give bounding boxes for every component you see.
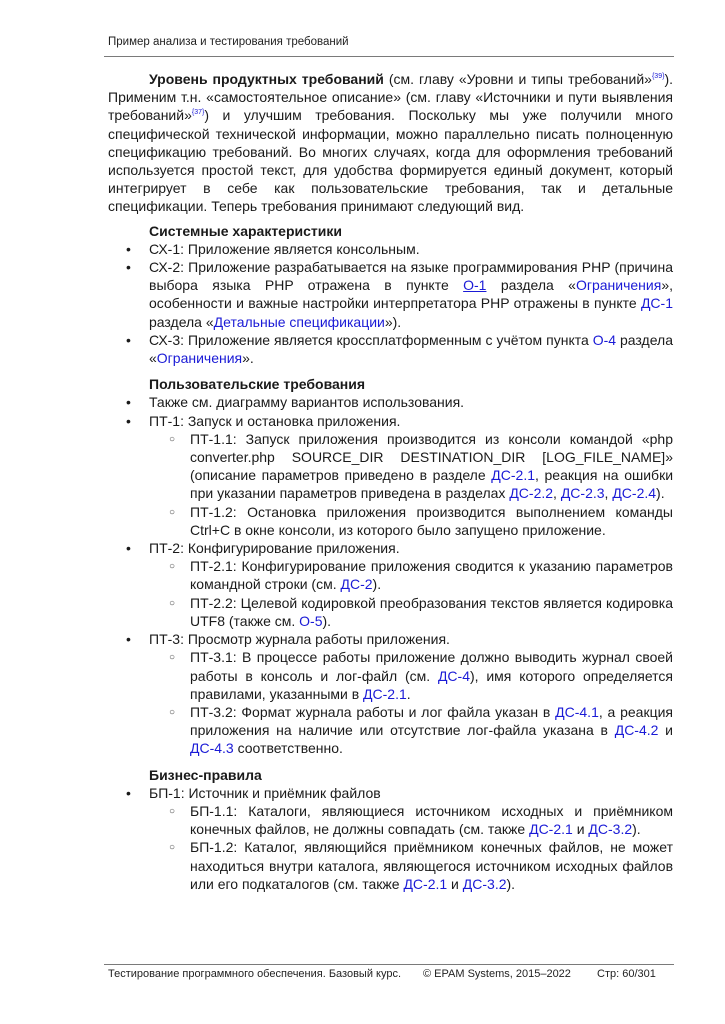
link-ds-2[interactable]: ДС-2	[340, 576, 373, 593]
item-text: .	[406, 685, 411, 702]
item-text: БП-1.2: Каталог, являющийся приёмником конечных файлов, не может находиться внутри каталога, являющегося источником исходных файлов или его подкаталогов (см. также	[190, 839, 673, 892]
footer-book-title: Тестирование программного обеспечения. Базовый курс.	[108, 968, 402, 980]
item-text: ПТ-3.1: В процессе работы приложение должно выводить журнал своей работы в консоль и лог-файл (см.	[190, 649, 673, 684]
link-o1[interactable]: О-1	[463, 277, 487, 294]
item-text: ).	[656, 485, 665, 502]
item-text: ).	[506, 875, 516, 892]
item-text: ).	[372, 576, 382, 593]
item-text: ПТ-1.2: Остановка приложения производится выполнением команды Ctrl+C в окне консоли, из которого было запущено приложение.	[190, 503, 673, 538]
list-item	[108, 393, 673, 411]
link-limitations[interactable]: Ограничения	[575, 277, 662, 294]
intro-text: (см. главу «Уровни и типы требований»	[383, 71, 652, 87]
intro-bold-term: Уровень продуктных требований	[149, 71, 384, 87]
list-item	[108, 258, 673, 331]
link-o4[interactable]: О-4	[592, 331, 617, 348]
intro-text: ) и улучшим требования. Поскольку мы уже получили много специфической технической информации, можно параллельно писать полноценную спецификацию требований. Во многих случаях, когда для оформления требований используется простой текст, для удобства формируется единый документ, который интегрирует в себе как пользовательские требования, так и детальные спецификации. Теперь требования принимают следующий вид.	[108, 107, 673, 215]
link-ds-2-1[interactable]: ДС-2.1	[363, 685, 407, 702]
item-text: , реакция на ошибки при указании параметров приведена в разделах	[190, 467, 674, 502]
link-ds-2-4[interactable]: ДС-2.4	[612, 485, 657, 502]
item-text: », особенности и важные настройки интерпретатора PHP отражены в пункте	[149, 277, 673, 312]
footnote-ref[interactable]: {39}	[651, 73, 665, 80]
footer-divider	[104, 964, 674, 965]
page-content	[108, 70, 673, 893]
sub-list	[149, 430, 673, 539]
link-ds-3-2[interactable]: ДС-3.2	[588, 821, 633, 838]
link-ds-2-3[interactable]: ДС-2.3	[560, 485, 605, 502]
section-heading-user: Пользовательские требования	[149, 376, 366, 393]
link-o5[interactable]: О-5	[299, 612, 323, 629]
list-item	[108, 331, 673, 367]
link-ds-4[interactable]: ДС-4	[437, 667, 470, 684]
item-text: раздела «	[149, 331, 673, 367]
link-ds-2-1[interactable]: ДС-2.1	[529, 821, 573, 838]
footer-copyright: © EPAM Systems, 2015–2022	[423, 968, 571, 980]
item-text: ПТ-2: Конфигурирование приложения.	[149, 540, 400, 557]
link-ds-2-2[interactable]: ДС-2.2	[509, 485, 554, 502]
system-list	[108, 240, 673, 367]
item-text: , а реакция приложения на наличие или отсутствие лог-файла указана в	[190, 703, 674, 739]
item-text: ПТ-3: Просмотр журнала работы приложения.	[149, 631, 450, 648]
item-text: ПТ-3.2: Формат журнала работы и лог файла указан в	[190, 703, 556, 720]
item-text: ).	[632, 821, 641, 838]
sub-list-item	[149, 838, 673, 893]
link-ds-2-1[interactable]: ДС-2.1	[491, 467, 535, 484]
header-divider	[104, 56, 674, 57]
sub-list	[149, 648, 673, 757]
item-text: раздела «	[149, 313, 214, 330]
item-text: БП-1: Источник и приёмник файлов	[149, 784, 381, 801]
intro-text: ). Применим т.н. «самостоятельное описание» (см. главу «Источники и пути выявления требований»	[108, 71, 673, 124]
item-text: Также см. диаграмму вариантов использования.	[149, 394, 465, 411]
item-text: ПТ-1.1: Запуск приложения производится из консоли командой «php converter.php SOURCE_DIR DESTINATION_DIR [LOG_FILE_NAME]» (описание параметров приведено в разделе	[190, 430, 673, 484]
list-item	[108, 240, 673, 258]
sub-list-item	[149, 648, 673, 703]
link-ds-4-1[interactable]: ДС-4.1	[555, 703, 599, 720]
sub-list-item	[149, 703, 673, 758]
section-heading-business: Бизнес-правила	[149, 766, 262, 783]
sub-list	[149, 802, 673, 893]
footer-page-number: Стр: 60/301	[597, 968, 656, 980]
item-text: БП-1.1: Каталоги, являющиеся источником исходных и приёмником конечных файлов, не должны совпадать (см. также	[190, 802, 673, 838]
sub-list	[149, 557, 673, 630]
business-list	[108, 784, 673, 893]
item-text: ПТ-2.2: Целевой кодировкой преобразования текстов является кодировка UTF8 (также см.	[190, 594, 673, 629]
footnote-ref[interactable]: {37}	[191, 109, 205, 117]
item-text: раздела «	[486, 277, 576, 294]
link-detailed-specs[interactable]: Детальные спецификации	[213, 313, 385, 330]
list-item	[108, 539, 673, 630]
item-text: ).	[322, 612, 332, 629]
item-text: ,	[604, 485, 613, 502]
item-text: »).	[384, 313, 402, 330]
item-text: и	[572, 821, 589, 838]
item-text: СХ-1: Приложение является консольным.	[149, 240, 420, 257]
item-text: ПТ-1: Запуск и остановка приложения.	[149, 412, 401, 429]
item-text: СХ-3: Приложение является кроссплатформенным с учётом пункта	[149, 331, 593, 348]
item-text: соответственно.	[233, 740, 343, 757]
link-ds-4-3[interactable]: ДС-4.3	[190, 740, 234, 757]
link-ds1[interactable]: ДС-1	[640, 295, 673, 312]
item-text: ), имя которого определяется правилами, указанными в	[190, 667, 673, 702]
list-item	[108, 630, 673, 757]
sub-list-item	[149, 503, 673, 539]
list-item	[108, 412, 673, 539]
running-header: Пример анализа и тестирования требований	[108, 36, 349, 48]
sub-list-item	[149, 594, 673, 630]
item-text: и	[658, 722, 673, 739]
item-text: и	[447, 875, 463, 892]
section-heading-system: Системные характеристики	[149, 222, 342, 239]
link-ds-4-2[interactable]: ДС-4.2	[614, 722, 659, 739]
intro-paragraph	[108, 70, 673, 216]
link-limitations[interactable]: Ограничения	[156, 350, 243, 367]
item-text: ,	[553, 485, 561, 502]
item-text: СХ-2: Приложение разрабатывается на языке программирования PHP (причина выбора языка PHP отражена в пункте	[149, 259, 673, 294]
list-item	[108, 784, 673, 893]
user-list	[108, 393, 673, 757]
link-ds-3-2[interactable]: ДС-3.2	[462, 875, 507, 892]
item-text: ».	[242, 350, 254, 367]
sub-list-item	[149, 430, 673, 503]
item-text: ПТ-2.1: Конфигурирование приложения сводится к указанию параметров командной строки (см.	[190, 558, 673, 593]
sub-list-item	[149, 557, 673, 593]
link-ds-2-1[interactable]: ДС-2.1	[403, 875, 448, 892]
sub-list-item	[149, 802, 673, 838]
